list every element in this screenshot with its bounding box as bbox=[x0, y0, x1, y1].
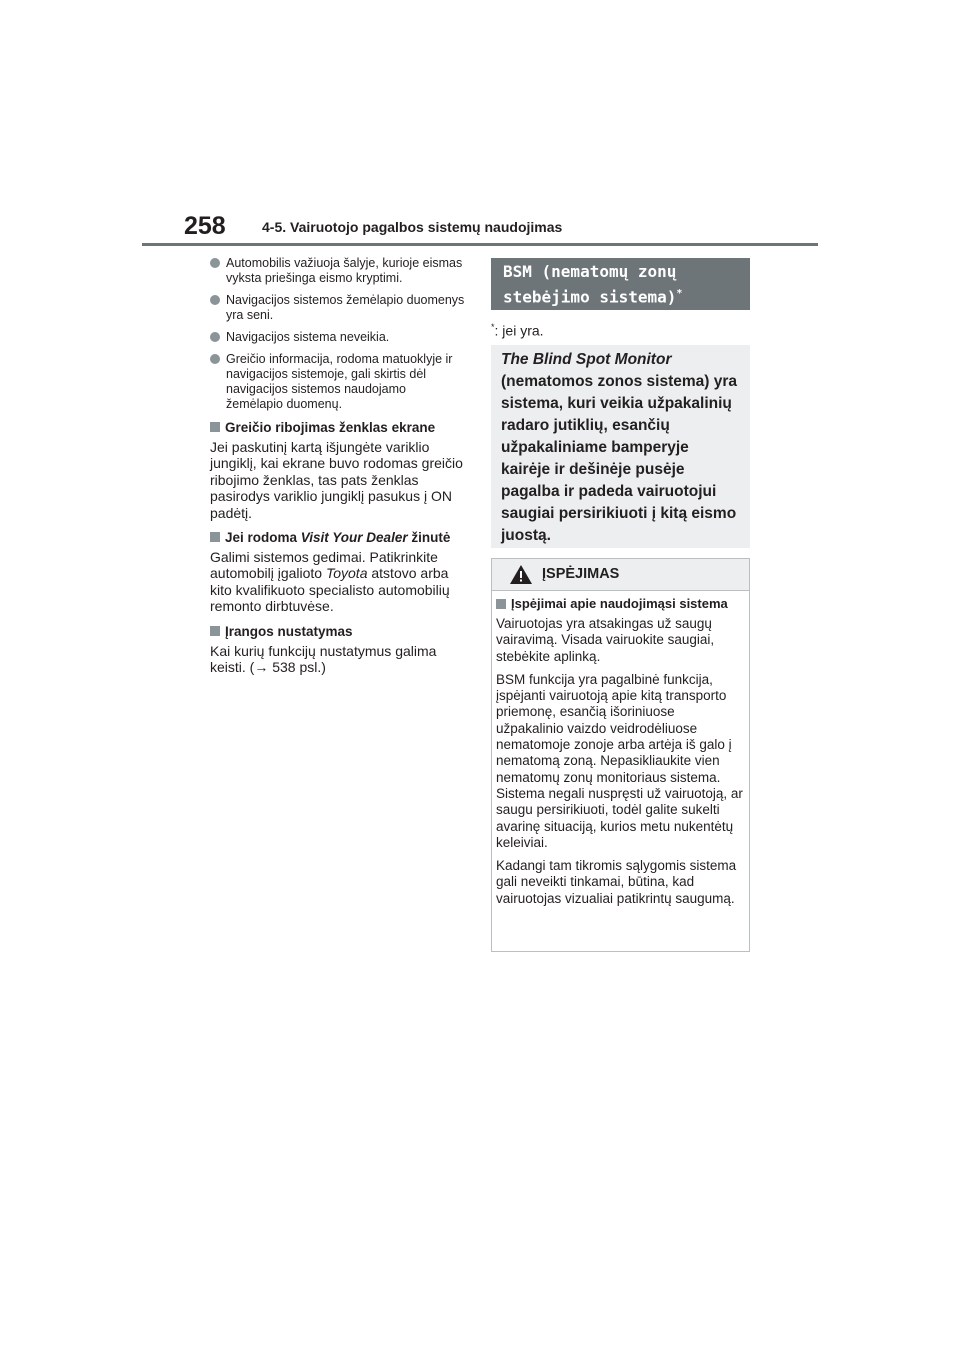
header-rule bbox=[142, 243, 818, 246]
square-bullet-icon bbox=[210, 532, 220, 542]
warning-paragraph: Kadangi tam tikromis sąlygomis sistema gali neveikti tinkamai, būtina, kad vairuotojas vizualiai patikrintų saugumą. bbox=[496, 858, 737, 906]
warning-paragraph: Vairuotojas yra atsakingas už saugų vairavimą. Visada vairuokite saugiai, stebėkite aplinką. bbox=[496, 616, 715, 664]
square-bullet-icon bbox=[210, 422, 220, 432]
section-text: Kai kurių funkcijų nustatymus galima keisti. (→ 538 psl.) bbox=[210, 642, 437, 676]
page-number: 258 bbox=[184, 212, 226, 240]
square-bullet-icon bbox=[210, 626, 220, 636]
section-title: 4-5. Vairuotojo pagalbos sistemų naudojimas bbox=[262, 219, 563, 235]
warning-triangle-icon bbox=[509, 564, 533, 585]
section-heading: Įrangos nustatymas bbox=[210, 623, 465, 640]
bullet-item: Navigacijos sistemos žemėlapio duomenys yra seni. bbox=[210, 293, 465, 323]
warning-paragraph: BSM funkcija yra pagalbinė funkcija, įspėjanti vairuotoją apie kitą transporto priemonę, esančią išoriniuose užpakalinio vaizdo veidrodėliuose nematomoje zonoje arba artėja iš galo į nematomą zoną. Nepasikliaukite vien nematomų zonų monitoriaus sistema. Sistema negali nuspręsti už vairuotoją, ar saugu persirikiuoti, todėl galite sukelti avarinę situaciją, kurios metu nukentėtų keleiviai. bbox=[496, 671, 743, 850]
bullet-dot-icon bbox=[210, 354, 220, 364]
bullet-dot-icon bbox=[210, 295, 220, 305]
warning-header bbox=[492, 559, 749, 591]
warning-title: ĮSPĖJIMAS bbox=[542, 566, 620, 582]
bullet-item: Automobilis važiuoja šalyje, kurioje eismas vyksta priešinga eismo kryptimi. bbox=[210, 256, 465, 286]
bullet-dot-icon bbox=[210, 332, 220, 342]
section-heading: Jei rodoma Visit Your Dealer žinutė bbox=[210, 529, 465, 546]
footnote: *: jei yra. bbox=[491, 322, 544, 339]
warning-subheading: Įspėjimai apie naudojimąsi sistema bbox=[496, 596, 745, 611]
bullet-item: Navigacijos sistema neveikia. bbox=[210, 330, 465, 345]
warning-box bbox=[491, 558, 750, 952]
left-column bbox=[210, 256, 465, 683]
intro-box: The Blind Spot Monitor (nematomos zonos sistema) yra sistema, kuri veikia užpakalinių radaro jutiklių, esančių užpakaliniame bamperyje kairėje ir dešinėje pusėje pagalba ir padeda vairuotojui saugiai persirikiuoti į kitą eismo juostą. bbox=[491, 345, 750, 548]
section-heading: Greičio ribojimas ženklas ekrane bbox=[210, 419, 465, 436]
square-bullet-icon bbox=[496, 599, 506, 609]
bullet-item: Greičio informacija, rodoma matuoklyje ir navigacijos sistemoje, gali skirtis dėl navigacijos sistemos naudojamo žemėlapio duomenų. bbox=[210, 352, 465, 412]
warning-body bbox=[492, 591, 749, 907]
bullet-dot-icon bbox=[210, 258, 220, 268]
section-text: Galimi sistemos gedimai. Patikrinkite automobilį įgalioto Toyota atstovo arba kito kvalifikuoto specialisto automobilių remonto dirbtuvėse. bbox=[210, 549, 450, 615]
section-text: Jei paskutinį kartą išjungėte variklio jungiklį, kai ekrane buvo rodomas greičio ribojimo ženklas, tas pats ženklas pasirodys variklio jungiklį pasukus į ON padėtį. bbox=[210, 439, 463, 521]
bsm-banner: BSM (nematomų zonų stebėjimo sistema)* bbox=[491, 258, 750, 310]
